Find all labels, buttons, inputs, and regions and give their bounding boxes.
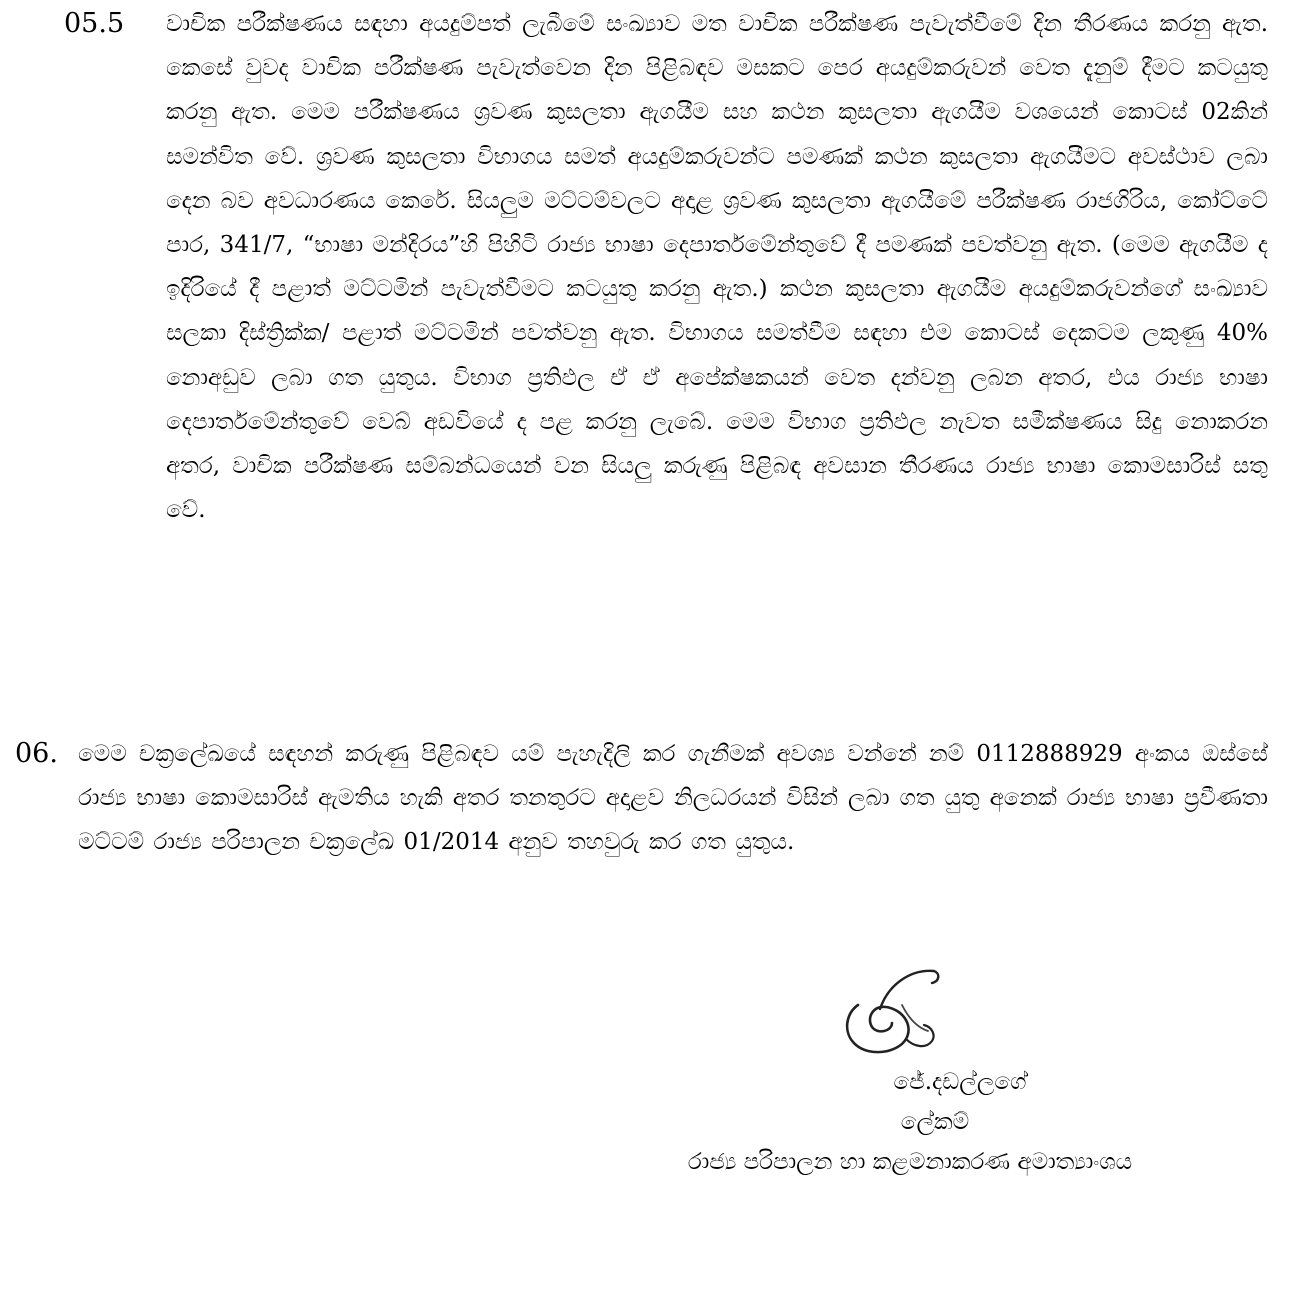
section-number: 05.5 — [64, 8, 125, 39]
signatory-name: ජේ.දඩල්ලගේ — [893, 1069, 1027, 1095]
signature-mark — [836, 965, 946, 1065]
signature-block — [560, 1062, 1260, 1182]
signatory-title: ලේකම් — [900, 1109, 970, 1135]
section-paragraph: මෙම චක්‍රලේඛයේ සඳහන් කරුණු පිළිබඳව යම් පැහැදිලි කර ගැනීමක් අවශ්‍ය වන්නේ නම් 0112888929 අංකය ඔස්සේ රාජ්‍ය භාෂා කොමසාරිස් ඇමතිය හැකි අතර තනතුරට අදාළව නිලධරයන් විසින් ලබා ගත යුතු අනෙක් රාජ්‍ය භාෂා ප්‍රවීණතා මට්ටම් රාජ්‍ය පරිපාලන චක්‍රලේඛ 01/2014 අනුව තහවුරු කර ගත යුතුය. — [78, 741, 1268, 856]
section-number: 06. — [15, 738, 58, 769]
signatory-organization: රාජ්‍ය පරිපාලන හා කළමනාකරණ අමාත්‍යාංශය — [687, 1149, 1133, 1175]
section-paragraph: වාචික පරීක්ෂණය සඳහා අයදුම්පත් ලැබීමේ සංඛ්‍යාව මත වාචික පරීක්ෂණ පැවැත්වීමේ දින තීරණය කරනු ඇත. කෙසේ වුවද වාචික පරීක්ෂණ පැවැත්වෙන දින පිළිබඳව මසකට පෙර අයදුම්කරුවන් වෙත දැනුම් දීමට කටයුතු කරනු ඇත. මෙම පරීක්ෂණය ශ්‍රවණ කුසලතා ඇගයීම සහ කථන කුසලතා ඇගයීම වශයෙන් කොටස් 02කින් සමන්විත වේ. ශ්‍රවණ කුසලතා විභාගය සමත් අයදුම්කරුවන්ට පමණක් කථන කුසලතා ඇගයීමට අවස්ථාව ලබා දෙන බව අවධාරණය කෙරේ. සියලුම මට්ටම්වලට අදාළ ශ්‍රවණ කුසලතා ඇගයීමේ පරීක්ෂණ රාජගිරිය, කෝට්ටේ පාර, 341/7, “භාෂා මන්දිරය”හි පිහිටි රාජ්‍ය භාෂා දෙපාර්තමේන්තුවේ දී පමණක් පවත්වනු ඇත. (මෙම ඇගයීම ද ඉදිරියේ දී පළාත් මට්ටමින් පැවැත්වීමට කටයුතු කරනු ඇත.) කථන කුසලතා ඇගයීම අයදුම්කරුවන්ගේ සංඛ්‍යාව සලකා දිස්ත්‍රික්ක/ පළාත් මට්ටමින් පවත්වනු ඇත. විභාගය සමත්වීම සඳහා එම කොටස් දෙකටම ලකුණු 40% නොඅඩුව ලබා ගත යුතුය. විභාග ප්‍රතිඵල ඒ ඒ අපේක්ෂකයන් වෙත දන්වනු ලබන අතර, එය රාජ්‍ය භාෂා දෙපාර්තමේන්තුවේ වෙබ් අඩවියේ ද පළ කරනු ලැබේ. මෙම විභාග ප්‍රතිඵල නැවත සමීක්ෂණය සිදු නොකරන අතර, වාචික පරීක්ෂණ සම්බන්ධයෙන් වන සියලු කරුණු පිළිබඳ අවසාන තීරණය රාජ්‍ය භාෂා කොමසාරිස් සතු වේ. — [166, 11, 1268, 524]
